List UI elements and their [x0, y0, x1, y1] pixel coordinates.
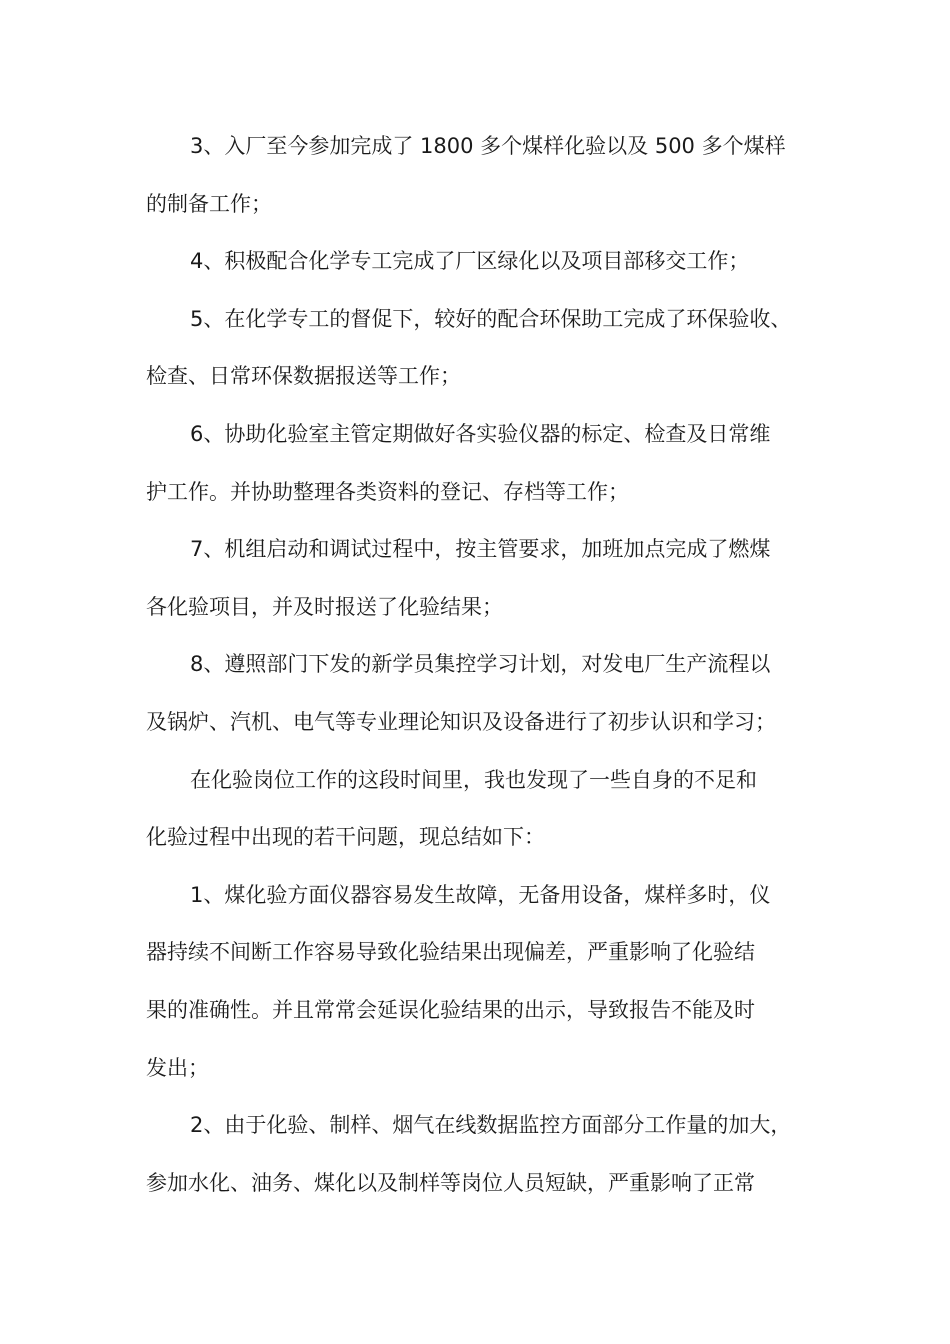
paragraph-7-line-2: 各化验项目，并及时报送了化验结果；	[146, 594, 503, 619]
paragraph-5-line-2: 检查、日常环保数据报送等工作；	[146, 364, 461, 389]
paragraph-6-line-1: 6、协助化验室主管定期做好各实验仪器的标定、检查及日常维	[190, 421, 771, 446]
paragraph-4-line-1: 4、积极配合化学专工完成了厂区绿化以及项目部移交工作；	[190, 249, 750, 274]
paragraph-6-line-2: 护工作。并协助整理各类资料的登记、存档等工作；	[146, 479, 629, 504]
issue-2-line-1: 2、由于化验、制样、烟气在线数据监控方面部分工作量的加大，	[190, 1113, 792, 1138]
summary-intro-line-1: 在化验岗位工作的这段时间里，我也发现了一些自身的不足和	[190, 767, 757, 792]
paragraph-8-line-2: 及锅炉、汽机、电气等专业理论知识及设备进行了初步认识和学习；	[146, 709, 776, 734]
issue-1-line-2: 器持续不间断工作容易导致化验结果出现偏差，严重影响了化验结	[146, 940, 755, 965]
issue-1-line-4: 发出；	[146, 1055, 209, 1080]
paragraph-3-line-2: 的制备工作；	[146, 191, 272, 216]
paragraph-7-line-1: 7、机组启动和调试过程中，按主管要求，加班加点完成了燃煤	[190, 537, 771, 562]
paragraph-8-line-1: 8、遵照部门下发的新学员集控学习计划，对发电厂生产流程以	[190, 652, 771, 677]
issue-1-line-3: 果的准确性。并且常常会延误化验结果的出示，导致报告不能及时	[146, 997, 755, 1022]
document-body	[146, 118, 820, 1212]
paragraph-3-line-1: 3、入厂至今参加完成了 1800 多个煤样化验以及 500 多个煤样	[190, 134, 786, 158]
issue-2-line-2: 参加水化、油务、煤化以及制样等岗位人员短缺，严重影响了正常	[146, 1170, 755, 1195]
paragraph-5-line-1: 5、在化学专工的督促下，较好的配合环保助工完成了环保验收、	[190, 306, 792, 331]
issue-1-line-1: 1、煤化验方面仪器容易发生故障，无备用设备，煤样多时，仪	[190, 882, 771, 907]
summary-intro-line-2: 化验过程中出现的若干问题，现总结如下：	[146, 825, 545, 850]
